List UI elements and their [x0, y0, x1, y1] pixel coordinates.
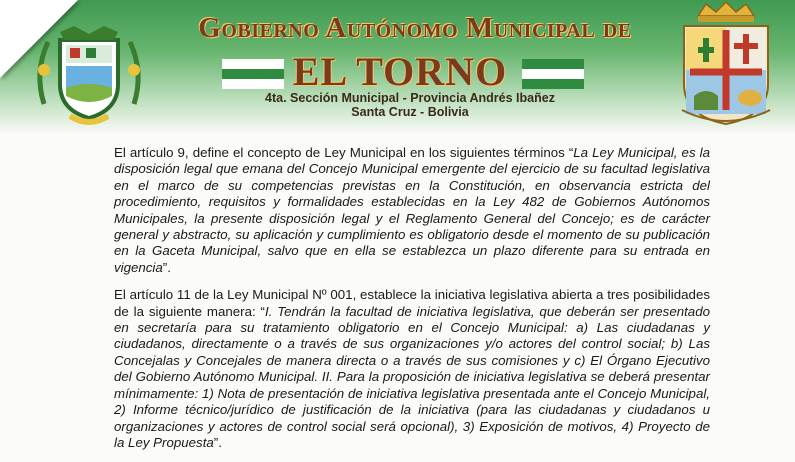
quote-end: ”.	[213, 434, 222, 450]
department-country-line: Santa Cruz - Bolivia	[351, 105, 469, 119]
paragraph-iniciativa-legislativa	[114, 287, 710, 451]
section-province-line: 4ta. Sección Municipal - Provincia Andrés Ibañez	[265, 91, 555, 105]
paragraph-lead: El artículo 9, define el concepto de Ley Municipal en los siguientes términos “	[114, 145, 574, 160]
government-title: Gobierno Autónomo Municipal de	[198, 12, 632, 44]
green-white-flag-right	[522, 59, 584, 89]
paragraph-lead: El artículo 11 de la Ley Municipal Nº 001, establece la iniciativa legislativa abierta a tres posibilidades de la siguiente manera: “	[114, 287, 710, 319]
coat-of-arms-icon	[676, 0, 776, 128]
municipality-name: EL TORNO	[292, 49, 508, 94]
paragraph-ley-municipal-definition	[114, 145, 710, 276]
municipal-shield-icon	[30, 12, 148, 130]
quoted-article: I. Tendrán la facultad de iniciativa legislativa, que deberán ser presentado en secretaría para su tratamiento obligatorio en el Concejo Municipal: a) Las ciudadanas y ciudadanos, directamente o a través de sus organizaciones y/o actores del control social; b) Las Concejalas y Concejales de manera directa o a través de sus comisiones y c) El Órgano Ejecutivo del Gobierno Autónomo Municipal. II. Para la proposición de iniciativa legislativa se deberá presentar mínimamente: 1) Nota de presentación de iniciativa legislativa presentada ante el Concejo Municipal, 2) Informe técnico/jurídico de justificación de la iniciativa (para las ciudadanas y ciudadanos u organizaciones y actores de control social será opcional), 3) Exposición de motivos, 4) Proyecto de la Ley Propuesta	[114, 303, 710, 450]
quoted-definition: La Ley Municipal, es la disposición legal que emana del Concejo Municipal emergente del ejercicio de su facultad legislativa en el marco de su competencias previstas en la Constitución, en observancia estricta del procedimiento, requisitos y formalidades establecidas en la Ley 482 de Gobiernos Autónomos Municipales, la presente disposición legal y el Reglamento General del Concejo; es de carácter general y abstracto, su aplicación y cumplimiento es obligatorio desde el momento de su publicación en la Gaceta Municipal, salvo que en ella se establezca un plazo diferente para su entrada en vigencia	[114, 145, 710, 275]
document-body	[114, 145, 710, 462]
green-white-flag-left	[222, 59, 284, 89]
quote-end: ”.	[162, 259, 171, 275]
